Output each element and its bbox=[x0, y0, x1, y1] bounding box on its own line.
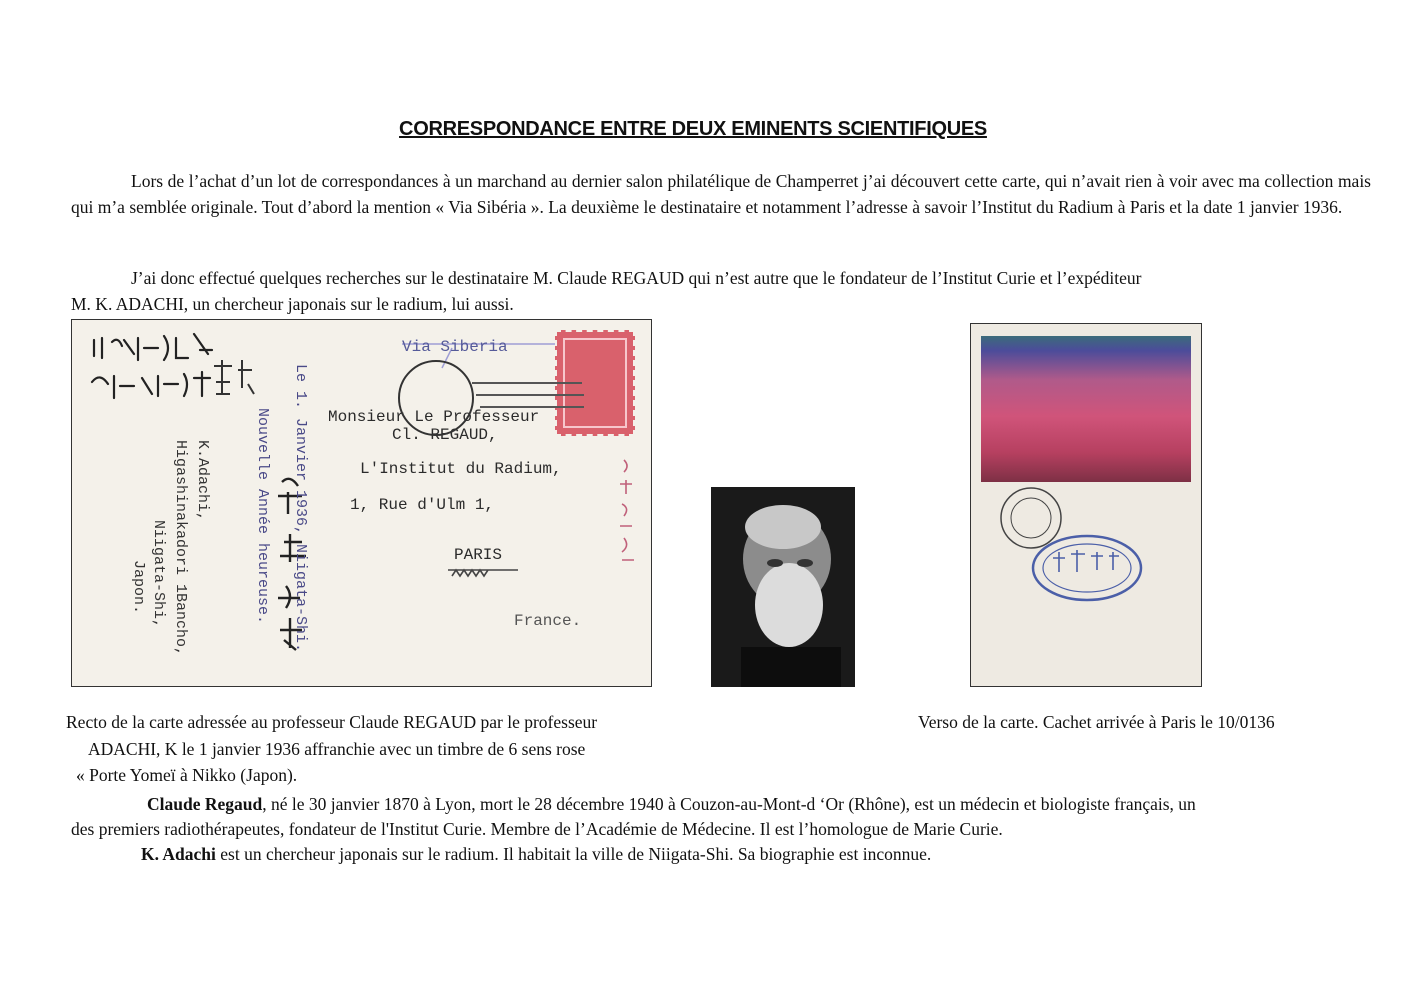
bio-regaud-name: Claude Regaud bbox=[147, 794, 263, 814]
recto-sender-city-vertical: Niigata-Shi, bbox=[150, 520, 167, 629]
bio-adachi-name: K. Adachi bbox=[141, 844, 216, 864]
intro-paragraph bbox=[71, 168, 1371, 220]
bio-adachi-text: est un chercheur japonais sur le radium. Il habitait la ville de Niigata-Shi. Sa biographie est inconnue. bbox=[215, 844, 932, 864]
postmark-wave bbox=[476, 394, 584, 396]
verso-postmarks bbox=[971, 324, 1201, 686]
recto-greeting-vertical: Nouvelle Année heureuse. bbox=[254, 408, 271, 625]
caption-recto-line1: Recto de la carte adressée au professeur Claude REGAUD par le professeur bbox=[66, 712, 598, 732]
bio-regaud-text: , né le 30 janvier 1870 à Lyon, mort le 28 décembre 1940 à Couzon-au-Mont-d ‘Or (Rhône), est un médecin et biologiste français, un bbox=[262, 794, 1196, 814]
recto-address-line6: France. bbox=[514, 612, 582, 630]
recto-date-vertical: Le 1. Janvier 1936, Niigata-Shi. bbox=[292, 364, 309, 653]
portrait-figure bbox=[711, 487, 855, 687]
page-title: CORRESPONDANCE ENTRE DEUX EMINENTS SCIENTIFIQUES bbox=[399, 118, 987, 140]
intro-paragraph-text: Lors de l’achat d’un lot de correspondances à un marchand au dernier salon philatélique de Champerret j’ai découvert cette carte, qui n’avait rien à voir avec ma collection mais qui m’a semblée originale. Tout d’abord la mention « Via Sibéria ». La deuxième le destinataire et notamment l’adresse à savoir l’Institut du Radium à Paris et la date 1 janvier 1936. bbox=[71, 171, 1371, 217]
bio-regaud bbox=[71, 792, 1371, 867]
bio-regaud-line2: des premiers radiothérapeutes, fondateur de l'Institut Curie. Membre de l’Académie de Médecine. Il est l’homologue de Marie Curie. bbox=[71, 819, 1003, 839]
recto-address-line4: 1, Rue d'Ulm 1, bbox=[350, 496, 495, 514]
postmark-wave bbox=[480, 406, 584, 408]
postmark-circle bbox=[398, 360, 474, 436]
caption-recto-line3: « Porte Yomeï à Nikko (Japon). bbox=[76, 765, 298, 785]
recto-address-line5: PARIS bbox=[454, 546, 503, 564]
research-paragraph-line2: M. K. ADACHI, un chercheur japonais sur le radium, lui aussi. bbox=[71, 294, 514, 314]
caption-recto-line2: ADACHI, K le 1 janvier 1936 affranchie avec un timbre de 6 sens rose bbox=[88, 739, 586, 759]
research-paragraph bbox=[71, 265, 1371, 317]
recto-address-line3: L'Institut du Radium, bbox=[360, 460, 562, 478]
recto-sender-street-vertical: Higashinakadori 1Bancho, bbox=[172, 440, 189, 657]
research-paragraph-text: J’ai donc effectué quelques recherches sur le destinataire M. Claude REGAUD qui n’est autre que le fondateur de l’Institut Curie et l’expéditeur bbox=[131, 268, 1142, 288]
recto-sender-country-vertical: Japon. bbox=[130, 560, 147, 615]
postcard-verso-image bbox=[970, 323, 1202, 687]
caption-verso: Verso de la carte. Cachet arrivée à Paris le 10/0136 bbox=[918, 712, 1275, 732]
postmark-wave bbox=[472, 382, 582, 384]
portrait-photo bbox=[711, 487, 855, 687]
recto-sender-name-vertical: K.Adachi, bbox=[194, 440, 211, 522]
via-siberia-text: Via Siberia bbox=[402, 338, 508, 356]
recto-address-line1: Monsieur Le Professeur bbox=[328, 408, 540, 426]
recto-address-line2: Cl. REGAUD, bbox=[392, 426, 498, 444]
postcard-recto-image bbox=[71, 319, 652, 687]
